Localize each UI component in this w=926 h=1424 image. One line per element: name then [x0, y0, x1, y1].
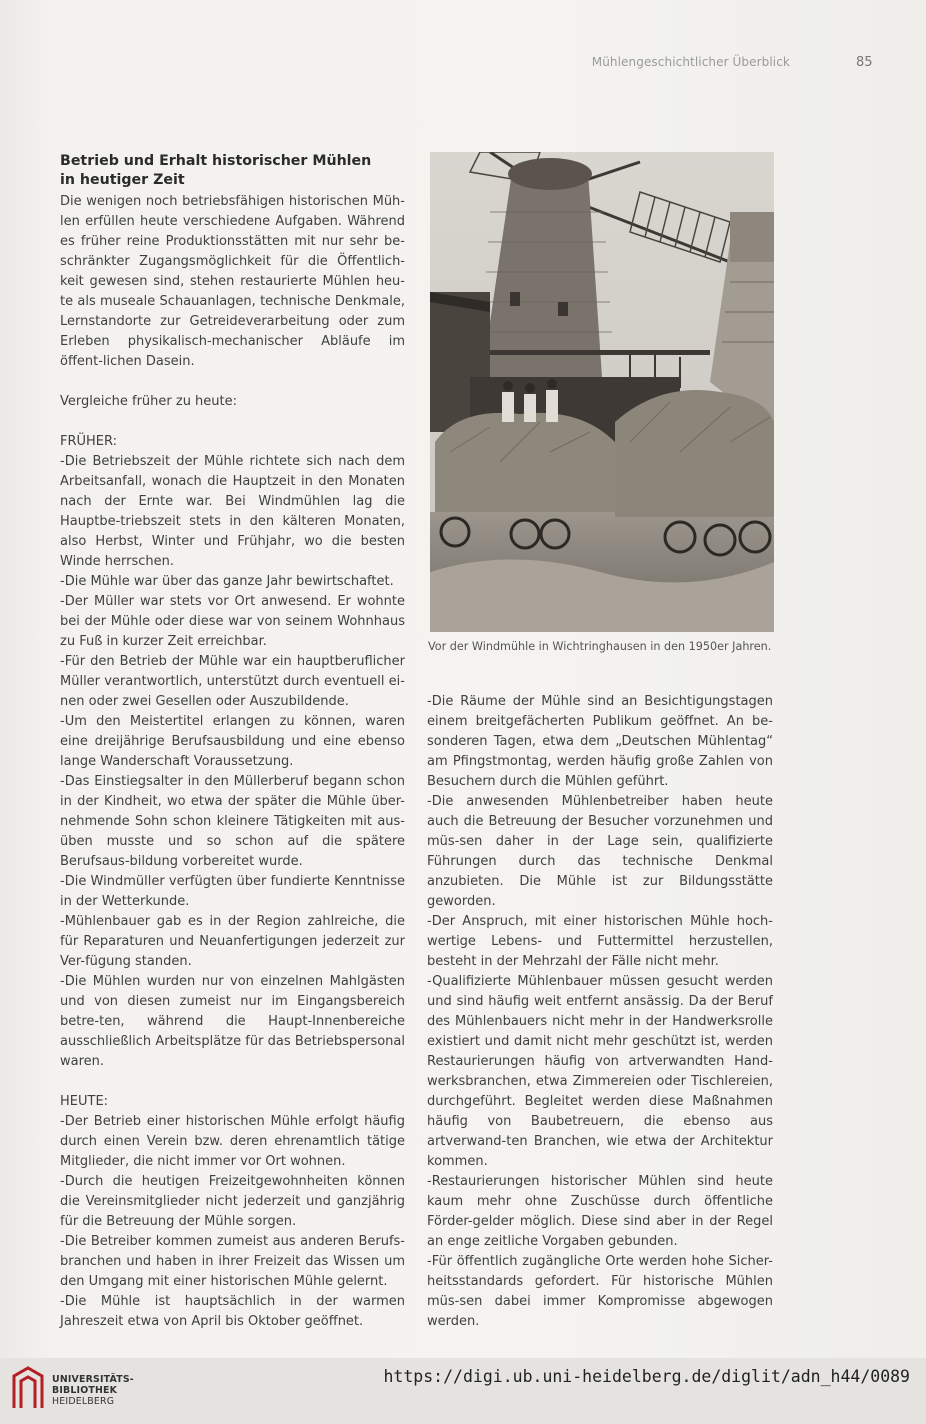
earlier-item: -Die Windmüller verfügten über fundierte Kenntnisse in der Wetterkunde. [60, 874, 405, 909]
today-item: -Durch die heutigen Freizeitgewohnheiten können die Vereinsmitglieder nicht jederzeit und ganzjährig für die Betreuung der Mühle sorgen. [60, 1174, 405, 1229]
today-item: -Die Betreiber kommen zumeist aus anderen Berufs-branchen und haben in ihrer Freizeit das Wissen um den Umgang mit einer historischen Mühle gelernt. [60, 1234, 405, 1289]
running-title: Mühlengeschichtlicher Überblick [591, 55, 790, 69]
library-name-line: BIBLIOTHEK [52, 1385, 118, 1396]
article-title [60, 152, 405, 190]
earlier-item: -Das Einstiegsalter in den Müllerberuf begann schon in der Kindheit, wo etwa der später die Mühle über-nehmende Sohn schon kleinere Tätigkeiten mit aus-üben musste und so schon auf die spätere Berufsaus-bildung vorbereitet wurde. [60, 774, 405, 869]
earlier-item: -Die Mühle war über das ganze Jahr bewirtschaftet. [60, 574, 394, 589]
right-column [427, 692, 773, 1332]
today-item: -Für öffentlich zugängliche Orte werden hohe Sicher-heitsstandards gefordert. Für historische Mühlen müs-sen dabei immer Kompromisse abgewogen werden. [427, 1254, 773, 1329]
earlier-item: -Die Betriebszeit der Mühle richtete sich nach dem Arbeitsanfall, wonach die Hauptzeit in den Monaten nach der Ernte war. Bei Windmühlen lag die Hauptbe-triebszeit stets in den kälteren Monaten, also Herbst, Winter und Frühjahr, wo die besten Winde herrschen. [60, 454, 405, 569]
today-item: -Die Mühle ist hauptsächlich in der warmen Jahreszeit etwa von April bis Oktober geöffnet. [60, 1294, 405, 1329]
photo-caption: Vor der Windmühle in Wichtringhausen in den 1950er Jahren. [428, 640, 772, 653]
earlier-item: -Mühlenbauer gab es in der Region zahlreiche, die für Reparaturen und Neuanfertigungen jederzeit zur Ver-fügung standen. [60, 914, 405, 969]
earlier-item: -Für den Betrieb der Mühle war ein hauptberuflicher Müller verantwortlich, unterstützt durch eventuell ei-nen oder zwei Gesellen oder Auszubildende. [60, 654, 405, 709]
library-logo-icon [10, 1366, 46, 1414]
today-item: -Der Anspruch, mit einer historischen Mühle hoch-wertige Lebens- und Futtermittel herzustellen, besteht in der Mehrzahl der Fälle nicht mehr. [427, 914, 773, 969]
earlier-item: -Der Müller war stets vor Ort anwesend. Er wohnte bei der Mühle oder diese war von seinem Wohnhaus zu Fuß in kurzer Zeit erreichbar. [60, 594, 405, 649]
title-line-2: in heutiger Zeit [60, 172, 185, 188]
page-number: 85 [856, 55, 873, 70]
earlier-item: -Um den Meistertitel erlangen zu können, waren eine dreijährige Berufsausbildung und eine ebenso lange Wanderschaft Voraussetzung. [60, 714, 405, 769]
intro-paragraph: Die wenigen noch betriebsfähigen historischen Müh-len erfüllen heute verschiedene Aufgaben. Während es früher reine Produktionsstätten mit nur sehr be-schränkter Zugangsmöglichkeit für die Öffentlich-keit gewesen sind, stehen restaurierte Mühlen heu-te als museale Schauanlagen, technische Denkmale, Lernstandorte zur Getreideverarbeitung oder zum Erleben physikalisch-mechanischer Abläufe im öffent-lichen Dasein. [60, 194, 405, 369]
earlier-heading: FRÜHER: [60, 434, 118, 449]
library-name-line: UNIVERSITÄTS- [52, 1374, 134, 1385]
document-url-link[interactable]: https://digi.ub.uni-heidelberg.de/diglit/adn_h44/0089 [383, 1367, 910, 1386]
today-item: -Restaurierungen historischer Mühlen sind heute kaum mehr ohne Zuschüsse durch öffentliche Förder-gelder möglich. Diese sind aber in der Regel an enge zeitliche Vorgaben gebunden. [427, 1174, 773, 1249]
today-item: -Qualifizierte Mühlenbauer müssen gesucht werden und sind häufig weit entfernt ansässig. Da der Beruf des Mühlenbauers nicht mehr in der Handwerksrolle existiert und damit nicht mehr geschützt ist, werden Restaurierungen häufig von artverwandten Hand-werksbranchen, etwa Zimmereien oder Tischlereien, durchgeführt. Begleitet werden diese Maßnahmen häufig von Baubetreuern, die ebenso aus artverwand-ten Branchen, wie etwa der Architektur kommen. [427, 974, 773, 1169]
earlier-item: -Die Mühlen wurden nur von einzelnen Mahlgästen und von diesen zumeist nur im Eingangsbereich betre-ten, während die Haupt-Innenbereiche ausschließlich Arbeitsplätze für das Betriebspersonal waren. [60, 974, 405, 1069]
today-item: -Die Räume der Mühle sind an Besichtigungstagen einem breitgefächerten Publikum geöffnet. An be-sonderen Tagen, etwa dem „Deutschen Mühlentag“ am Pfingstmontag, werden häufig große Zahlen von Besuchern durch die Mühlen geführt. [427, 694, 773, 789]
today-item: -Die anwesenden Mühlenbetreiber haben heute auch die Betreuung der Besucher vorzunehmen und müs-sen daher in der Lage sein, qualifizierte Führungen durch das technische Denkmal anzubieten. Die Mühle ist zur Bildungsstätte geworden. [427, 794, 773, 909]
compare-line: Vergleiche früher zu heute: [60, 394, 238, 409]
title-line-1: Betrieb und Erhalt historischer Mühlen [60, 153, 372, 169]
today-heading: HEUTE: [60, 1094, 109, 1109]
library-name [52, 1374, 134, 1407]
windmill-photo [430, 152, 774, 632]
left-column [60, 152, 405, 1332]
library-name-line: HEIDELBERG [52, 1396, 115, 1407]
today-item: -Der Betrieb einer historischen Mühle erfolgt häufig durch einen Verein bzw. deren ehrenamtlich tätige Mitglieder, die nicht immer vor Ort wohnen. [60, 1114, 405, 1169]
